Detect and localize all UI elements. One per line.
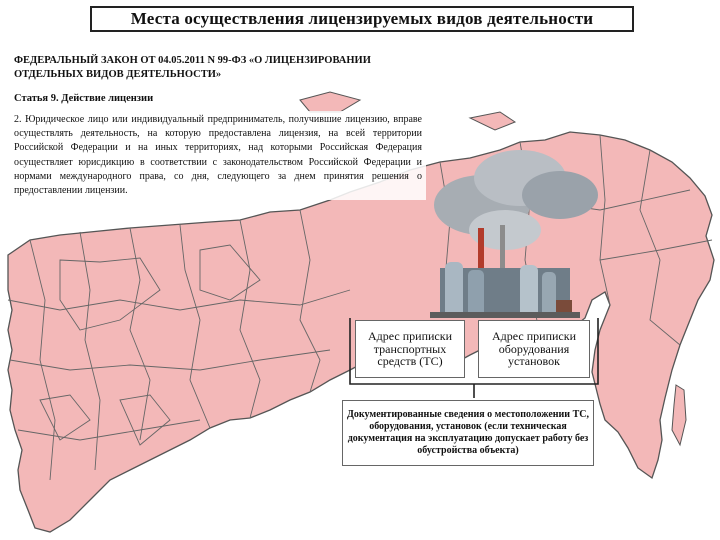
transport-address-box [355,320,465,378]
article-paragraph: 2. Юридическое лицо или индивидуальный предприниматель, получившие лицензию, вправе осуществлять деятельность, на которую предоставлена лицензия, на всей территории Российской Федерации и на иных территориях, над которыми Российская Федерация осуществляет юрисдикцию в соответствии с законодательством Российской Федерации и нормами международного права, со дня, следующего за днем принятия решения о предоставлении лицензии. [10,111,426,200]
page-title: Места осуществления лицензируемых видов деятельности [130,9,594,28]
title-box [90,6,634,32]
island-north-2 [470,112,515,130]
transport-address-label: Адрес приписки транспортных средств (ТС) [368,329,452,369]
article-heading: Статья 9. Действие лицензии [14,93,154,104]
equipment-address-box [478,320,590,378]
equipment-address-label: Адрес приписки оборудования установок [492,329,576,369]
documents-box [342,400,594,466]
documents-label: Документированные сведения о местоположении ТС, оборудования, установок (если техническая документация на эксплуатацию допускает работу без обустройства объекта) [347,409,589,456]
island-sakhalin [672,385,686,445]
island-north [300,92,360,112]
law-header: ФЕДЕРАЛЬНЫЙ ЗАКОН ОТ 04.05.2011 N 99-ФЗ «О ЛИЦЕНЗИРОВАНИИ ОТДЕЛЬНЫХ ВИДОВ ДЕЯТЕЛЬНОСТИ» [14,55,371,80]
